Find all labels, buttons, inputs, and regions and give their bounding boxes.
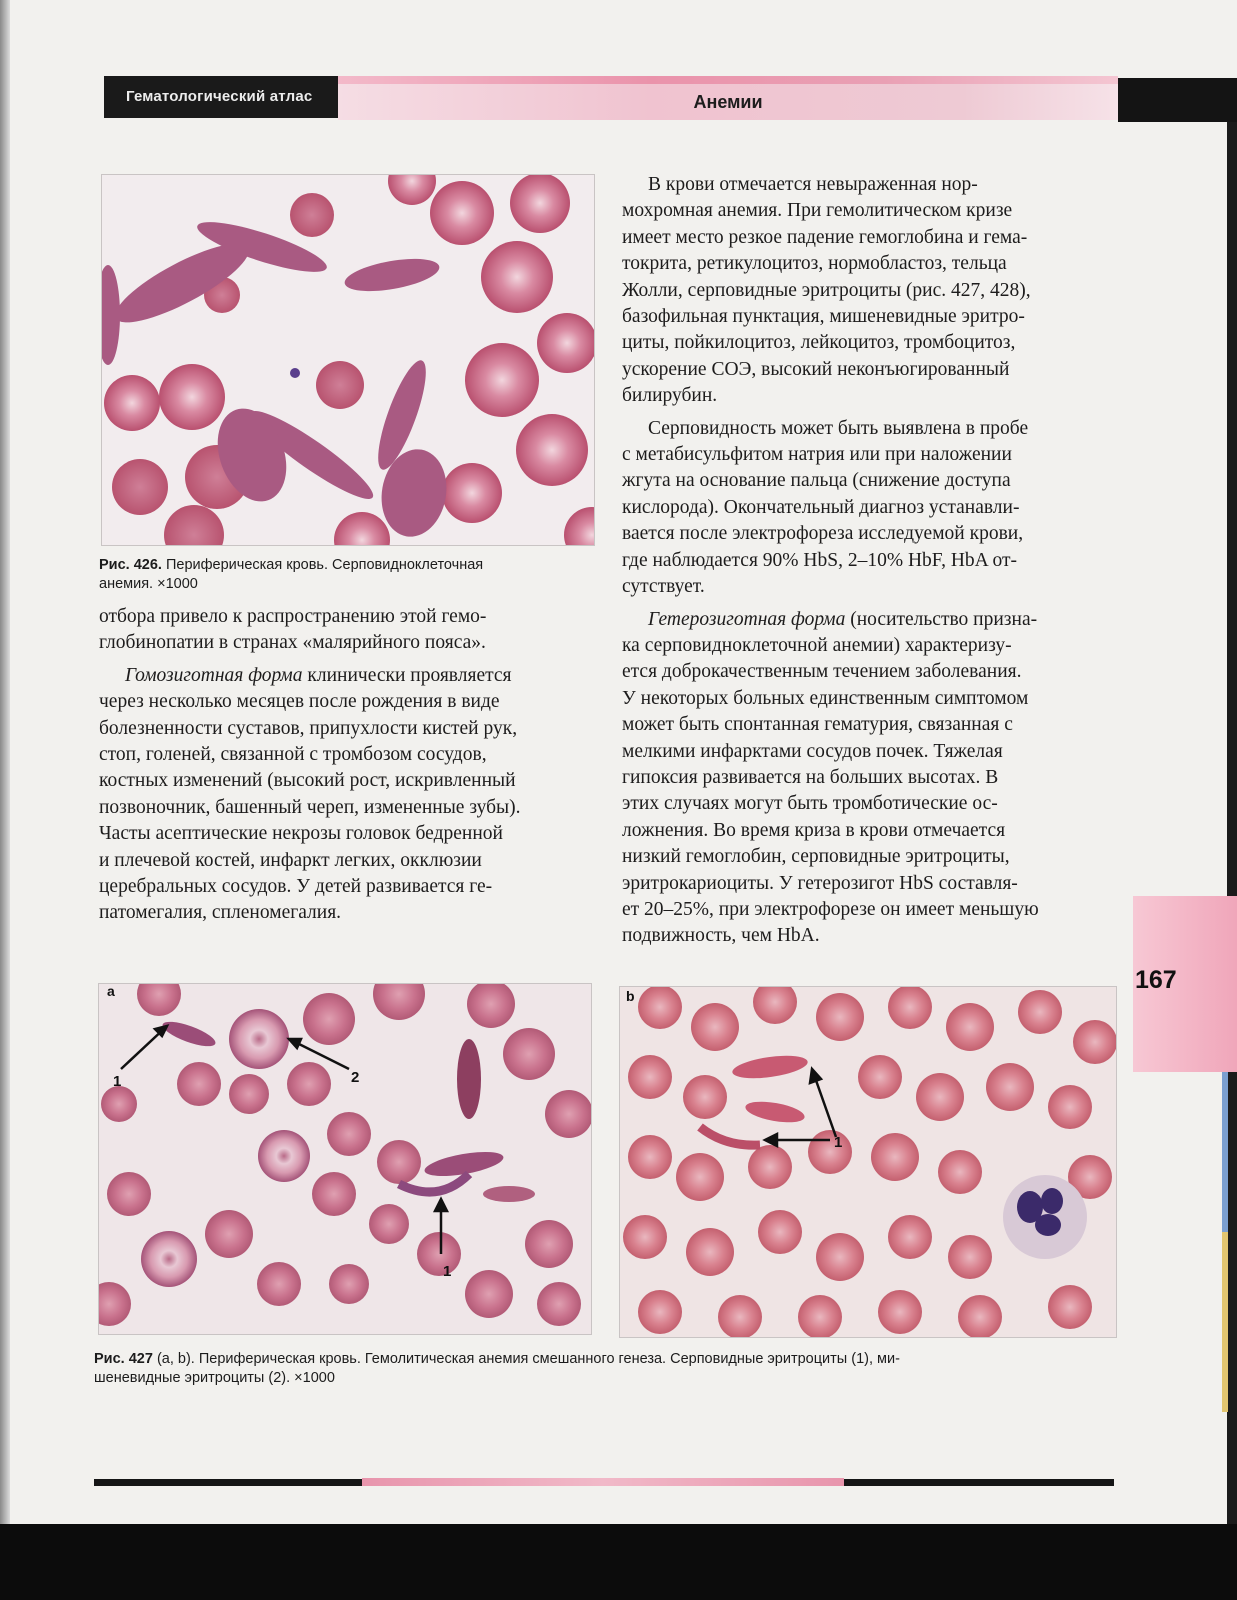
text-line: ускорение СОЭ, высокий неконъюгированный	[622, 358, 1010, 380]
figure-427a-photo	[98, 983, 592, 1335]
left-paragraph-2	[99, 663, 593, 927]
right-paragraph-1	[622, 172, 1120, 410]
figure-427-label: Рис. 427	[94, 1351, 153, 1367]
text-line: ложнения. Во время криза в крови отмечается	[622, 819, 1006, 841]
text-line: (носительство призна-	[845, 608, 1038, 630]
text-line: и плечевой костей, инфаркт легких, окклюзии	[99, 849, 482, 871]
marker-1-left: 1	[113, 1073, 122, 1090]
marker-1-bottom: 1	[443, 1263, 452, 1280]
text-line: отбора привело к распространению этой гемо-	[99, 606, 487, 627]
text-line: Серповидность может быть выявлена в пробе	[648, 417, 1029, 439]
figure-427-caption-line1: (a, b). Периферическая кровь. Гемолитическая анемия смешанного генеза. Серповидные эритроциты (1), ми-	[156, 1351, 900, 1367]
figure-426-label: Рис. 426.	[99, 557, 162, 573]
text-line: подвижность, чем HbA.	[622, 925, 820, 947]
text-line: мохромная анемия. При гемолитическом кризе	[622, 200, 1013, 222]
text-line: имеет место резкое падение гемоглобина и гема-	[622, 226, 1028, 248]
panel-a-letter: a	[107, 984, 115, 999]
text-line: позвоночник, башенный череп, измененные зубы).	[99, 796, 521, 818]
text-line: низкий гемоглобин, серповидные эритроциты,	[622, 846, 1010, 868]
text-line: этих случаях могут быть тромботические ос-	[622, 793, 998, 815]
header-right-block	[1118, 78, 1237, 122]
section-header	[338, 84, 1118, 120]
chapter-edge-marker-yellow	[1222, 1232, 1228, 1412]
left-paragraph-1	[99, 604, 593, 657]
header-stripe	[338, 76, 1118, 84]
text-line: через несколько месяцев после рождения в виде	[99, 691, 500, 713]
figure-427-caption-line2: шеневидные эритроциты (2). ×1000	[94, 1370, 335, 1386]
figure-427-caption	[94, 1350, 1119, 1388]
text-line: глобинопатии в странах «малярийного пояса».	[99, 632, 486, 654]
text-line: ется доброкачественным течением заболевания.	[622, 661, 1022, 683]
text-line: циты, пойкилоцитоз, лейкоцитоз, тромбоцитоз,	[622, 332, 1016, 354]
text-line: болезненности суставов, припухлости кистей рук,	[99, 717, 518, 739]
text-line: кислорода). Окончательный диагноз устанавли-	[622, 496, 1020, 518]
text-line: может быть спонтанная гематурия, связанная с	[622, 714, 1013, 736]
text-line: ет 20–25%, при электрофорезе он имеет меньшую	[622, 898, 1039, 920]
text-line: гипоксия развивается на больших высотах. В	[622, 766, 999, 788]
figure-426-caption-line1: Периферическая кровь. Серповидноклеточная	[165, 557, 484, 573]
sickle-cells	[160, 1017, 535, 1202]
text-line: В крови отмечается невыраженная нор-	[648, 174, 978, 195]
right-column-text	[622, 172, 1120, 950]
panel-b-letter: b	[626, 988, 635, 1004]
text-line: вается после электрофореза исследуемой крови,	[622, 523, 1024, 545]
text-line: где наблюдается 90% HbS, 2–10% HbF, HbA от-	[622, 549, 1018, 571]
text-line: билирубин.	[622, 385, 718, 407]
text-line: У некоторых больных единственным симптомом	[622, 687, 1029, 709]
text-line: базофильная пунктация, мишеневидные эритро-	[622, 306, 1025, 328]
footer-rule-middle	[362, 1478, 844, 1486]
text-line: патомегалия, спленомегалия.	[99, 902, 342, 924]
figure-426-caption	[99, 556, 599, 594]
text-line: костных изменений (высокий рост, искривленный	[99, 770, 516, 792]
text-line: Часты асептические некрозы головок бедренной	[99, 823, 503, 845]
right-paragraph-2	[622, 416, 1120, 601]
page-number: 167	[1135, 966, 1177, 994]
rbc-cells	[623, 987, 1116, 1337]
text-line: церебральных сосудов. У детей развивается ге-	[99, 876, 493, 898]
marker-1: 1	[834, 1134, 843, 1151]
text-line: токрита, ретикулоцитоз, нормобластоз, тельца	[622, 253, 1007, 275]
page-edge	[0, 0, 10, 1600]
section-title: Анемии	[693, 92, 763, 112]
figure-426-photo	[101, 174, 595, 546]
figure-426-caption-line2: анемия. ×1000	[99, 576, 198, 592]
figure-427b-photo	[619, 986, 1117, 1338]
italic-term: Гетерозиготная форма	[648, 608, 846, 630]
right-page-edge	[1227, 120, 1237, 1524]
text-line: жгута на основание пальца (снижение доступа	[622, 470, 1011, 492]
footer-rule-right	[844, 1479, 1114, 1486]
atlas-title-tab	[104, 76, 338, 118]
scan-bottom-band	[0, 1524, 1237, 1600]
platelet	[290, 368, 300, 378]
left-column-text	[99, 604, 593, 927]
text-line: клинически проявляется	[302, 664, 512, 686]
text-line: с метабисульфитом натрия или при наложении	[622, 444, 1012, 466]
text-line: стоп, голеней, связанной с тромбозом сосудов,	[99, 744, 487, 766]
atlas-title: Гематологический атлас	[126, 88, 313, 105]
chapter-edge-marker-blue	[1222, 1072, 1228, 1232]
text-line: ка серповидноклеточной анемии) характеризу-	[622, 634, 1012, 656]
neutrophil	[1003, 1175, 1087, 1259]
right-paragraph-3	[622, 607, 1120, 950]
marker-2: 2	[351, 1069, 360, 1086]
text-line: сутствует.	[622, 576, 705, 598]
italic-term: Гомозиготная форма	[125, 664, 303, 686]
text-line: мелкими инфарктами сосудов почек. Тяжелая	[622, 740, 1003, 762]
text-line: эритрокариоциты. У гетерозигот HbS составля-	[622, 872, 1018, 894]
text-line: Жолли, серповидные эритроциты (рис. 427, 428),	[622, 279, 1031, 301]
footer-rule-left	[94, 1479, 362, 1486]
